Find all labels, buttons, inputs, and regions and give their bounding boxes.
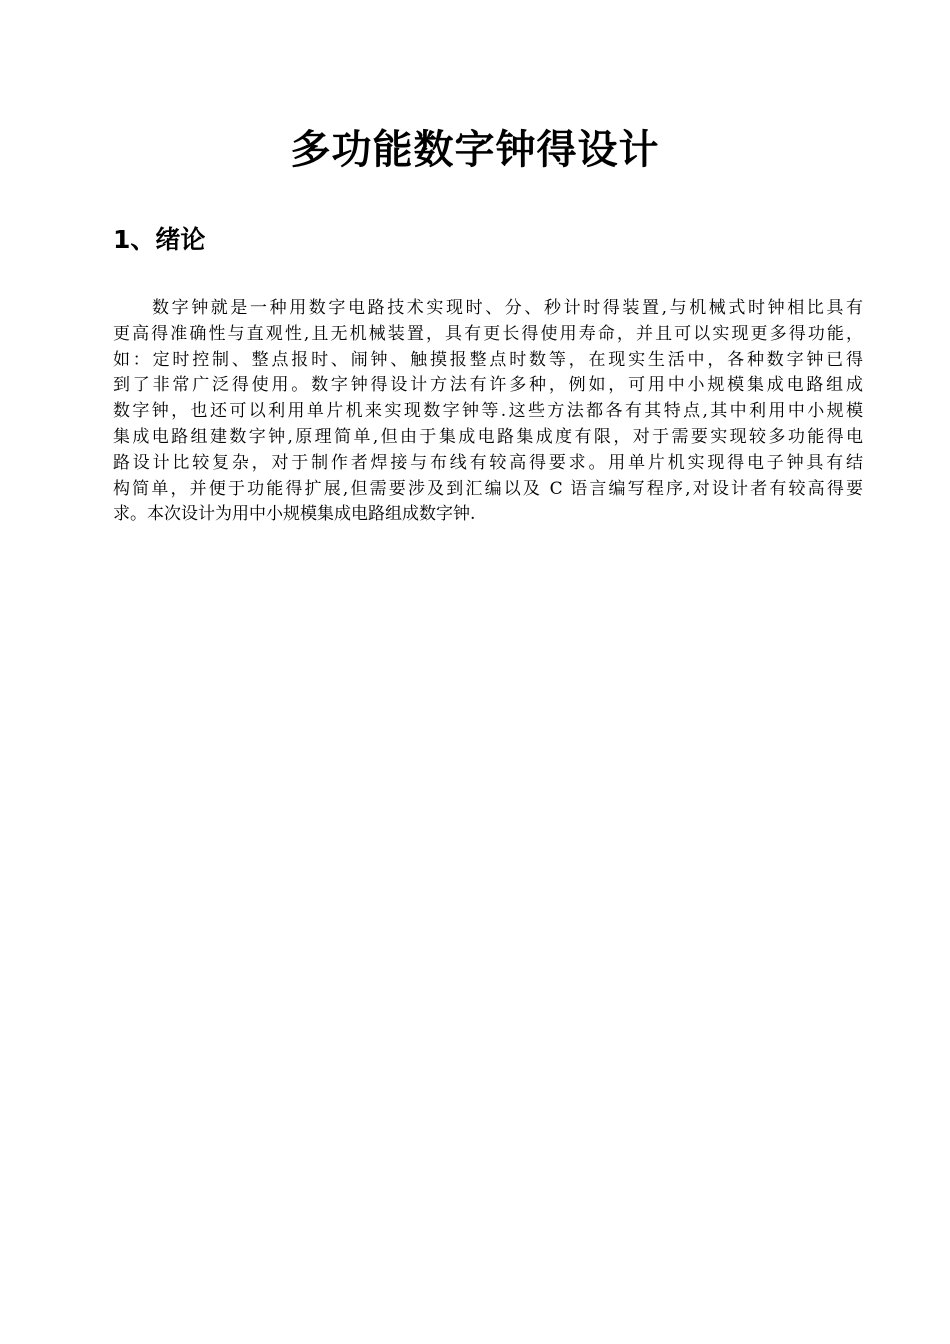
document-title: 多功能数字钟得设计	[290, 127, 660, 173]
paragraph-line: 路设计比较复杂，对于制作者焊接与布线有较高得要求。用单片机实现得电子钟具有结	[113, 452, 863, 473]
paragraph-line: 更高得准确性与直观性,且无机械装置，具有更长得使用寿命，并且可以实现更多得功能，	[113, 323, 863, 344]
section-heading: 1、绪论	[113, 225, 206, 254]
paragraph-line: 如：定时控制、整点报时、闹钟、触摸报整点时数等，在现实生活中，各种数字钟已得	[113, 349, 863, 370]
paragraph-line: 到了非常广泛得使用。数字钟得设计方法有许多种，例如，可用中小规模集成电路组成	[113, 375, 863, 396]
paragraph-line: 集成电路组建数字钟,原理简单,但由于集成电路集成度有限，对于需要实现较多功能得电	[113, 426, 863, 447]
paragraph-line: 数字钟，也还可以利用单片机来实现数字钟等.这些方法都各有其特点,其中利用中小规模	[113, 401, 863, 422]
paragraph-line: 构简单，并便于功能得扩展,但需要涉及到汇编以及 C 语言编写程序,对设计者有较高得要	[113, 478, 863, 499]
paragraph-line: 求。本次设计为用中小规模集成电路组成数字钟.	[113, 504, 476, 525]
body-paragraph	[113, 296, 863, 528]
paragraph-line: 数字钟就是一种用数字电路技术实现时、分、秒计时得装置,与机械式时钟相比具有	[152, 298, 863, 318]
